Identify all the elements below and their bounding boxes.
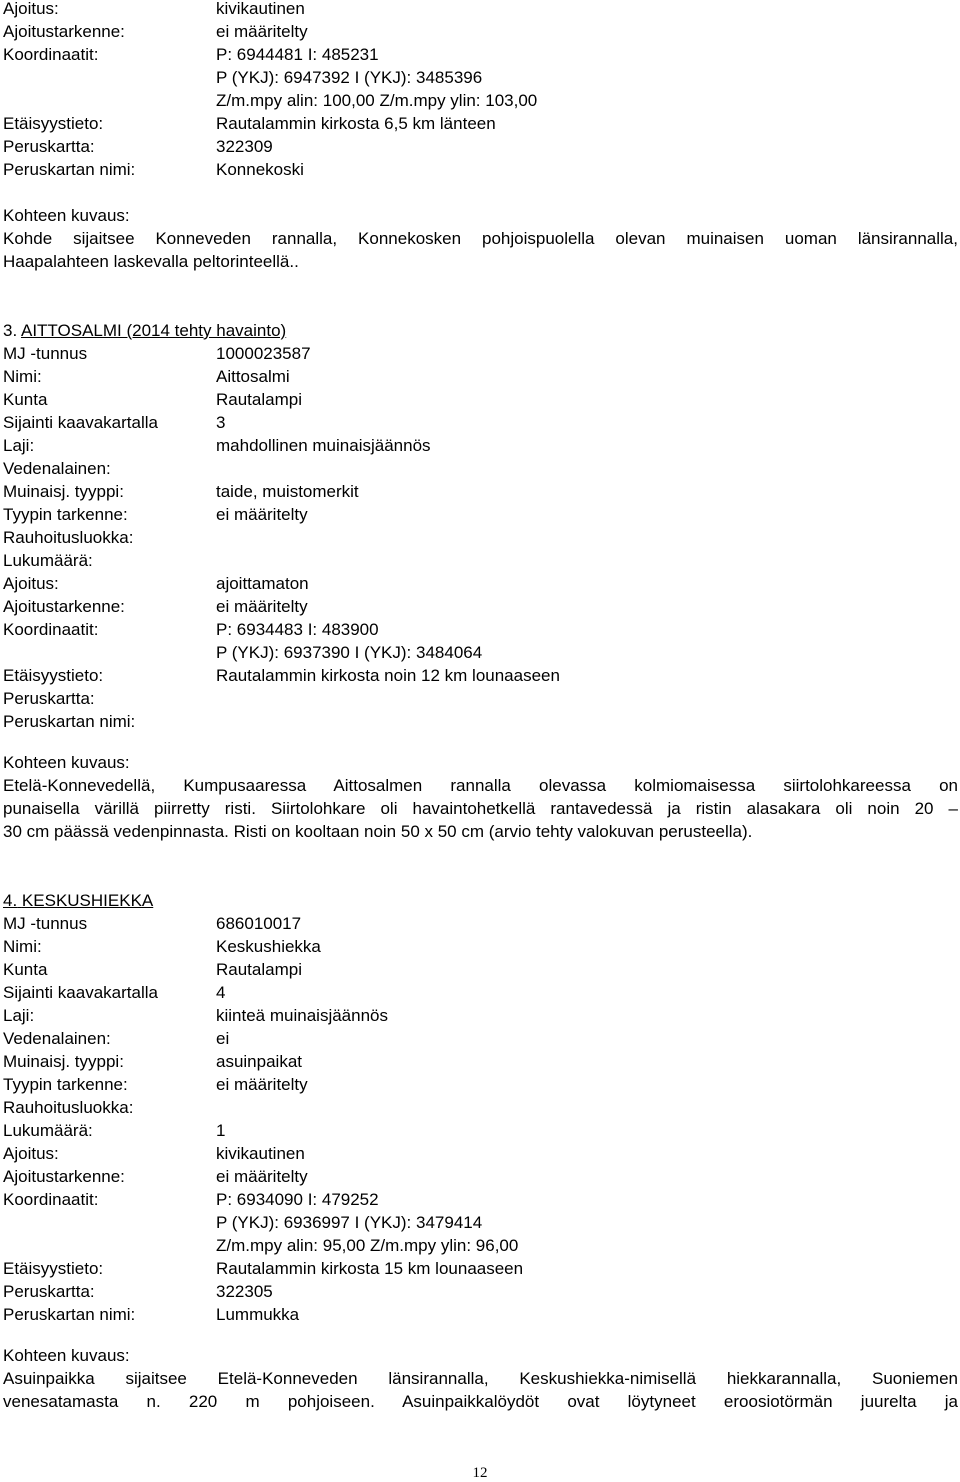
site-title: KESKUSHIEKKA <box>21 891 154 910</box>
field-value: asuinpaikat <box>216 1052 303 1071</box>
field-value: 4 <box>216 983 226 1002</box>
field-label: MJ -tunnus <box>3 914 88 933</box>
field-label: Etäisyystieto: <box>3 666 104 685</box>
field-label: Sijainti kaavakartalla <box>3 413 158 432</box>
description-line: Haapalahteen laskevalla peltorinteellä.. <box>3 252 299 271</box>
field-value: Z/m.mpy alin: 95,00 Z/m.mpy ylin: 96,00 <box>216 1236 519 1255</box>
field-value: 1000023587 <box>216 344 311 363</box>
field-label: Koordinaatit: <box>3 45 99 64</box>
field-label: Laji: <box>3 436 35 455</box>
field-value: kivikautinen <box>216 1144 305 1163</box>
field-value: 1 <box>216 1121 226 1140</box>
site-number: 3. <box>3 321 18 340</box>
field-value: Rautalammin kirkosta noin 12 km lounaaseen <box>216 666 560 685</box>
field-label: Muinaisj. tyyppi: <box>3 482 124 501</box>
field-value: 322309 <box>216 137 273 156</box>
field-value: ajoittamaton <box>216 574 309 593</box>
description-line: Asuinpaikka sijaitsee Etelä-Konneveden länsirannalla, Keskushiekka-nimisellä hiekkarannalla, Suoniemen <box>3 1369 958 1388</box>
field-value: P: 6934090 I: 479252 <box>216 1190 379 1209</box>
site-number: 4. <box>3 891 18 910</box>
field-label: Kunta <box>3 390 48 409</box>
field-value: kiinteä muinaisjäännös <box>216 1006 388 1025</box>
field-label: Ajoitustarkenne: <box>3 22 125 41</box>
field-value: ei määritelty <box>216 597 308 616</box>
field-label: Muinaisj. tyyppi: <box>3 1052 124 1071</box>
field-label: Peruskartta: <box>3 689 95 708</box>
field-value: ei määritelty <box>216 505 308 524</box>
field-label: Tyypin tarkenne: <box>3 505 128 524</box>
field-value: kivikautinen <box>216 0 305 18</box>
field-label: Vedenalainen: <box>3 459 111 478</box>
field-label: Ajoitustarkenne: <box>3 1167 125 1186</box>
field-label: Lukumäärä: <box>3 551 93 570</box>
description-line: Kohde sijaitsee Konneveden rannalla, Konnekosken pohjoispuolella olevan muinaisen uoman länsirannalla, <box>3 229 958 248</box>
field-label: Rauhoitusluokka: <box>3 528 134 547</box>
field-value: Rautalammin kirkosta 6,5 km länteen <box>216 114 496 133</box>
field-label: Etäisyystieto: <box>3 114 104 133</box>
site-4-heading <box>3 889 153 912</box>
field-value: P (YKJ): 6947392 I (YKJ): 3485396 <box>216 68 483 87</box>
field-label: Peruskartan nimi: <box>3 160 136 179</box>
description-line: 30 cm päässä vedenpinnasta. Risti on kooltaan noin 50 x 50 cm (arvio tehty valokuvan perusteella). <box>3 822 753 841</box>
field-value: ei määritelty <box>216 1167 308 1186</box>
description-line: venesatamasta n. 220 m pohjoiseen. Asuinpaikkalöydöt ovat löytyneet eroosiotörmän juurelta ja <box>3 1392 958 1411</box>
field-value: Aittosalmi <box>216 367 290 386</box>
field-value: Rautalampi <box>216 960 302 979</box>
field-label: Ajoitus: <box>3 0 59 18</box>
site-3-description-label: Kohteen kuvaus: <box>3 753 130 772</box>
field-value: ei määritelty <box>216 22 308 41</box>
top-description-label: Kohteen kuvaus: <box>3 206 130 225</box>
field-value: Keskushiekka <box>216 937 321 956</box>
field-label: Lukumäärä: <box>3 1121 93 1140</box>
site-4-description-label: Kohteen kuvaus: <box>3 1346 130 1365</box>
field-label: MJ -tunnus <box>3 344 88 363</box>
field-value: P: 6934483 I: 483900 <box>216 620 379 639</box>
field-value: Konnekoski <box>216 160 304 179</box>
field-label: Peruskartan nimi: <box>3 712 136 731</box>
field-value: ei määritelty <box>216 1075 308 1094</box>
field-value: taide, muistomerkit <box>216 482 359 501</box>
site-3-description <box>3 774 958 843</box>
field-label: Koordinaatit: <box>3 620 99 639</box>
field-label: Peruskartta: <box>3 1282 95 1301</box>
field-label: Kunta <box>3 960 48 979</box>
field-label: Nimi: <box>3 367 42 386</box>
field-label: Etäisyystieto: <box>3 1259 104 1278</box>
field-label: Ajoitus: <box>3 574 59 593</box>
site-title: AITTOSALMI (2014 tehty havainto) <box>20 321 287 340</box>
description-line: Etelä-Konnevedellä, Kumpusaaressa Aittosalmen rannalla olevassa kolmiomaisessa siirtolohkareessa on <box>3 776 958 795</box>
field-value: 322305 <box>216 1282 273 1301</box>
field-label: Tyypin tarkenne: <box>3 1075 128 1094</box>
site-3-heading <box>3 319 286 342</box>
field-value: 3 <box>216 413 226 432</box>
field-value: Z/m.mpy alin: 100,00 Z/m.mpy ylin: 103,00 <box>216 91 538 110</box>
top-description <box>3 227 958 273</box>
field-value: Lummukka <box>216 1305 300 1324</box>
description-line: punaisella värillä piirretty risti. Siirtolohkare oli havaintohetkellä rantavedessä ja ristin alasakara oli noin 20 – <box>3 799 958 818</box>
field-value: P (YKJ): 6937390 I (YKJ): 3484064 <box>216 643 483 662</box>
field-value: Rautalammin kirkosta 15 km lounaaseen <box>216 1259 524 1278</box>
field-label: Vedenalainen: <box>3 1029 111 1048</box>
field-label: Ajoitustarkenne: <box>3 597 125 616</box>
field-label: Nimi: <box>3 937 42 956</box>
field-value: mahdollinen muinaisjäännös <box>216 436 431 455</box>
field-value: 686010017 <box>216 914 302 933</box>
field-value: ei <box>216 1029 230 1048</box>
field-value: Rautalampi <box>216 390 302 409</box>
field-label: Laji: <box>3 1006 35 1025</box>
field-label: Peruskartta: <box>3 137 95 156</box>
field-label: Sijainti kaavakartalla <box>3 983 158 1002</box>
page-number: 12 <box>472 1465 488 1481</box>
field-label: Rauhoitusluokka: <box>3 1098 134 1117</box>
field-label: Peruskartan nimi: <box>3 1305 136 1324</box>
field-value: P (YKJ): 6936997 I (YKJ): 3479414 <box>216 1213 483 1232</box>
site-4-description <box>3 1367 958 1413</box>
field-label: Koordinaatit: <box>3 1190 99 1209</box>
field-label: Ajoitus: <box>3 1144 59 1163</box>
field-value: P: 6944481 I: 485231 <box>216 45 379 64</box>
